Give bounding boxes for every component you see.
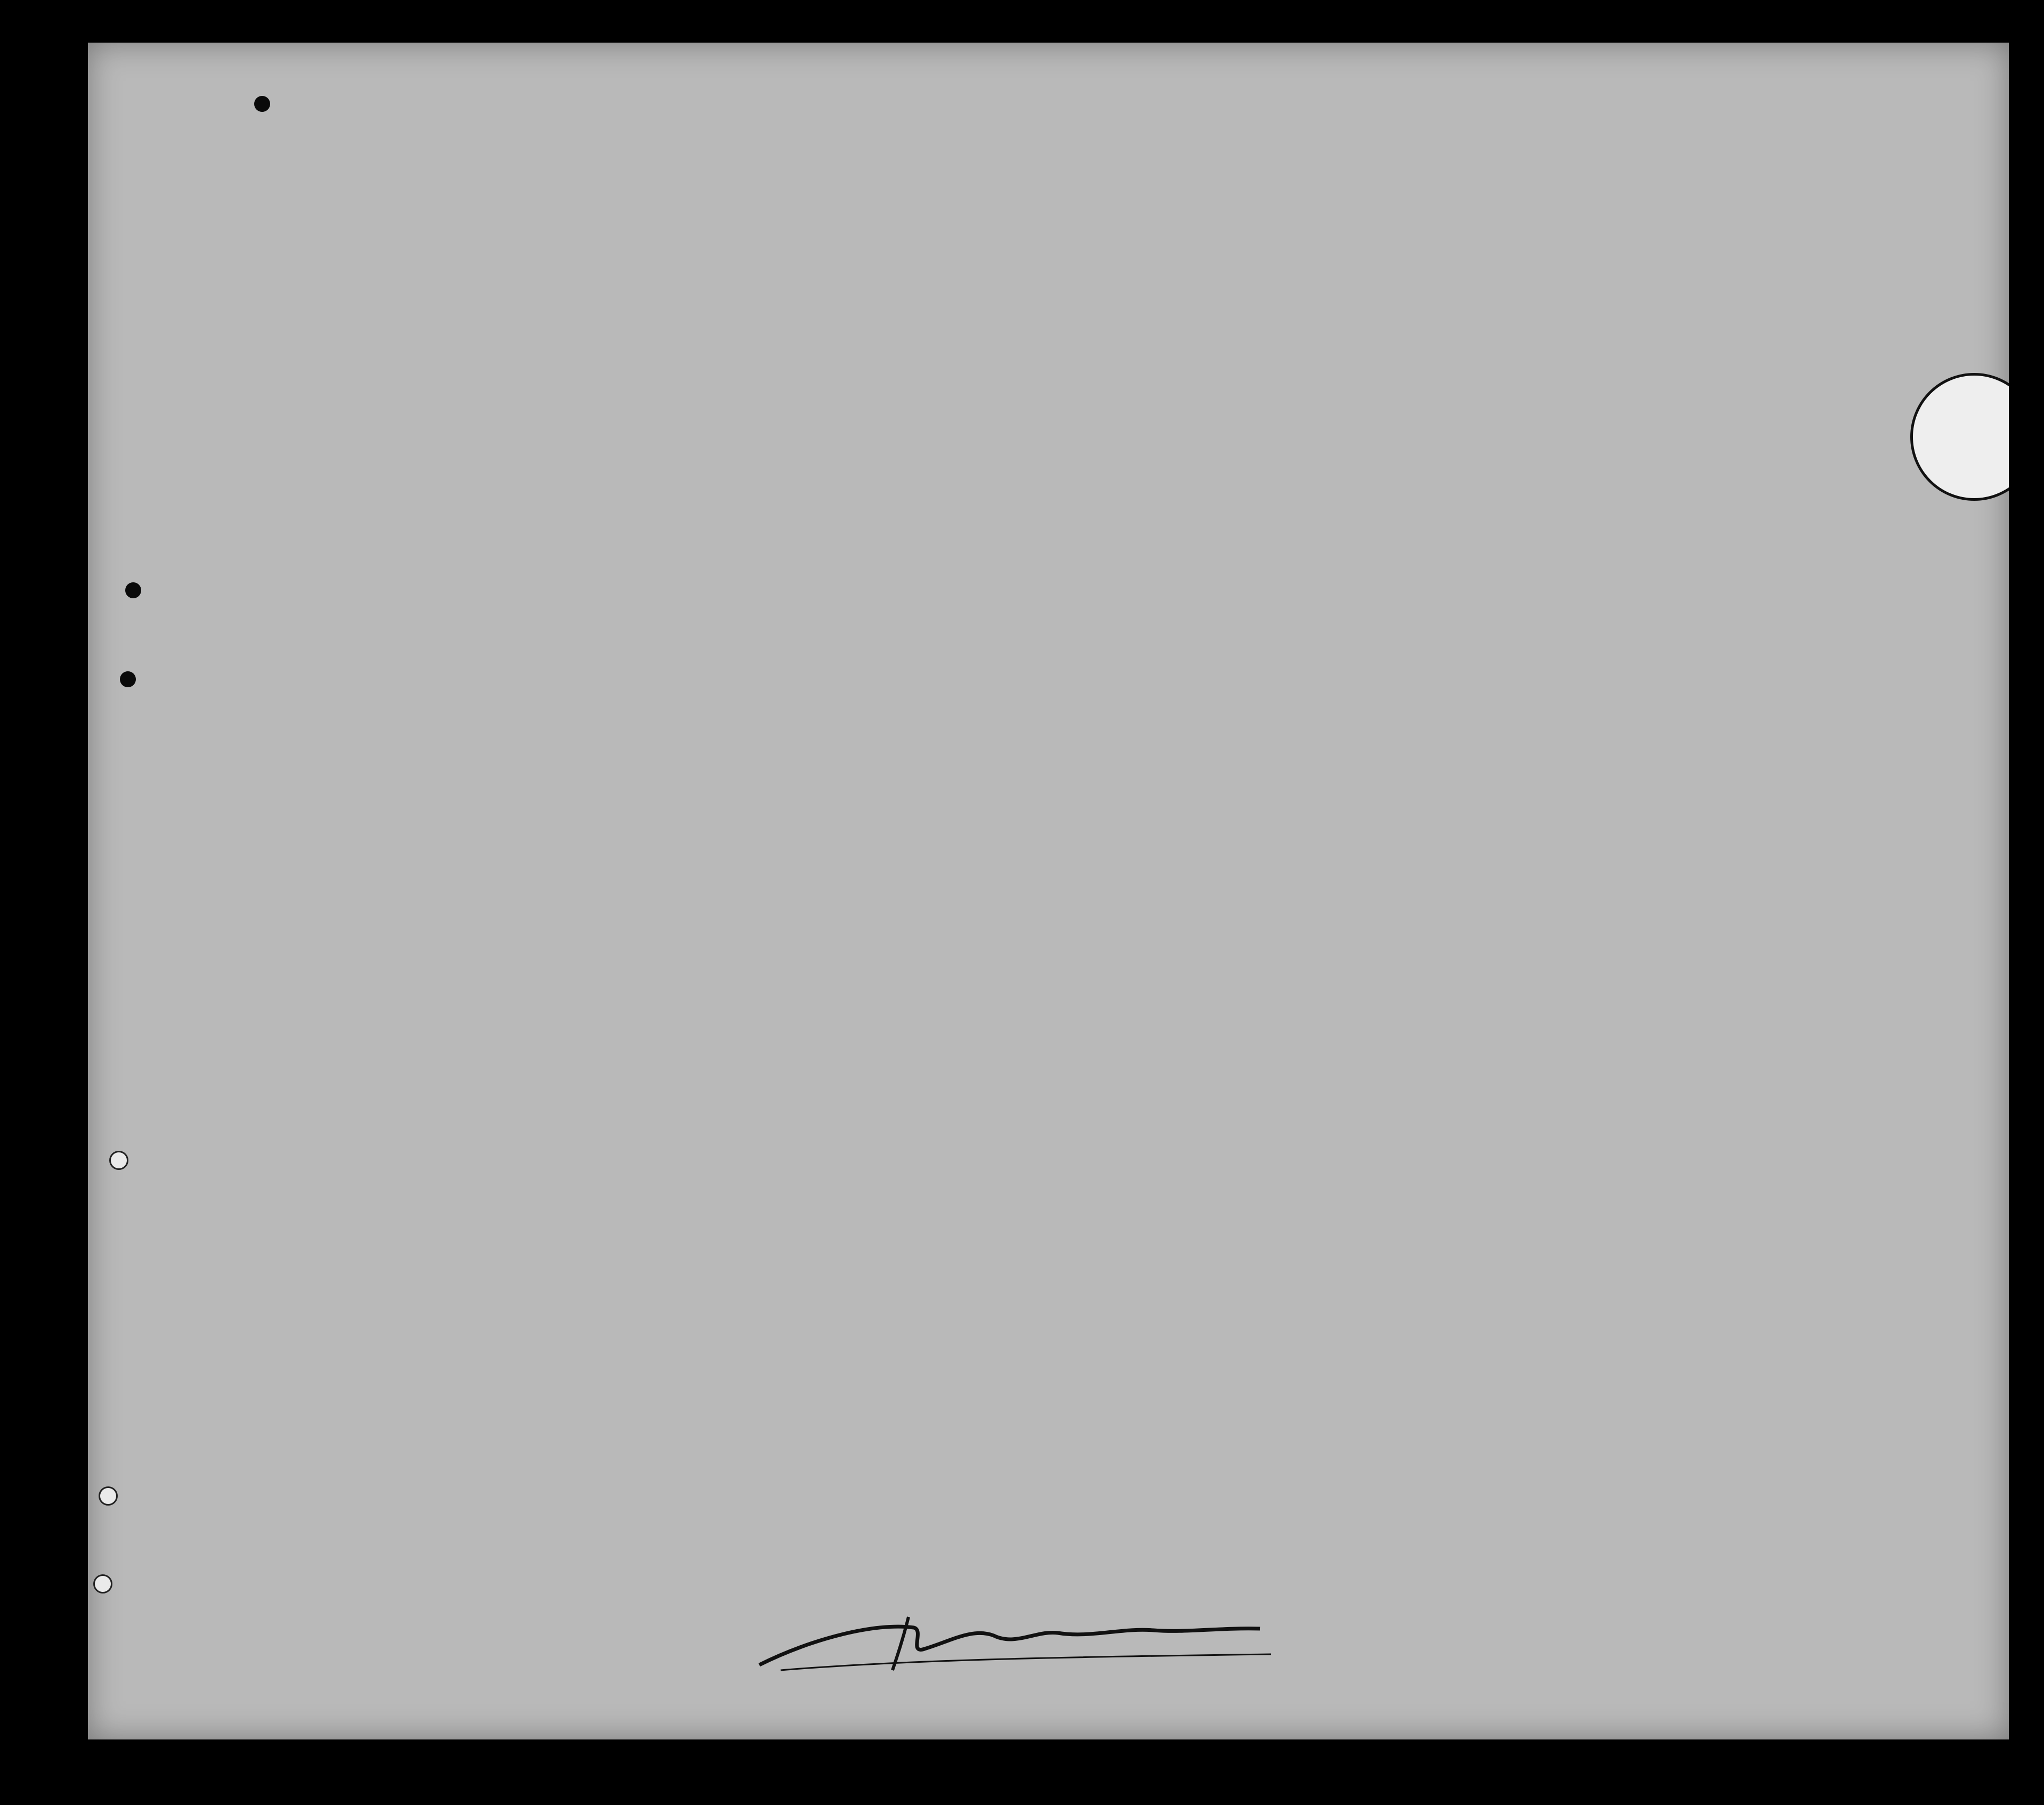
punch-hole xyxy=(99,1486,118,1506)
punch-hole xyxy=(120,671,136,687)
punch-hole xyxy=(254,96,270,112)
manifest-sheet xyxy=(88,43,2009,1739)
consul-stamp xyxy=(1910,373,2009,501)
inspector-signature xyxy=(749,1606,1335,1681)
punch-hole xyxy=(109,1151,128,1170)
punch-hole xyxy=(125,582,141,598)
punch-hole xyxy=(93,1574,112,1593)
